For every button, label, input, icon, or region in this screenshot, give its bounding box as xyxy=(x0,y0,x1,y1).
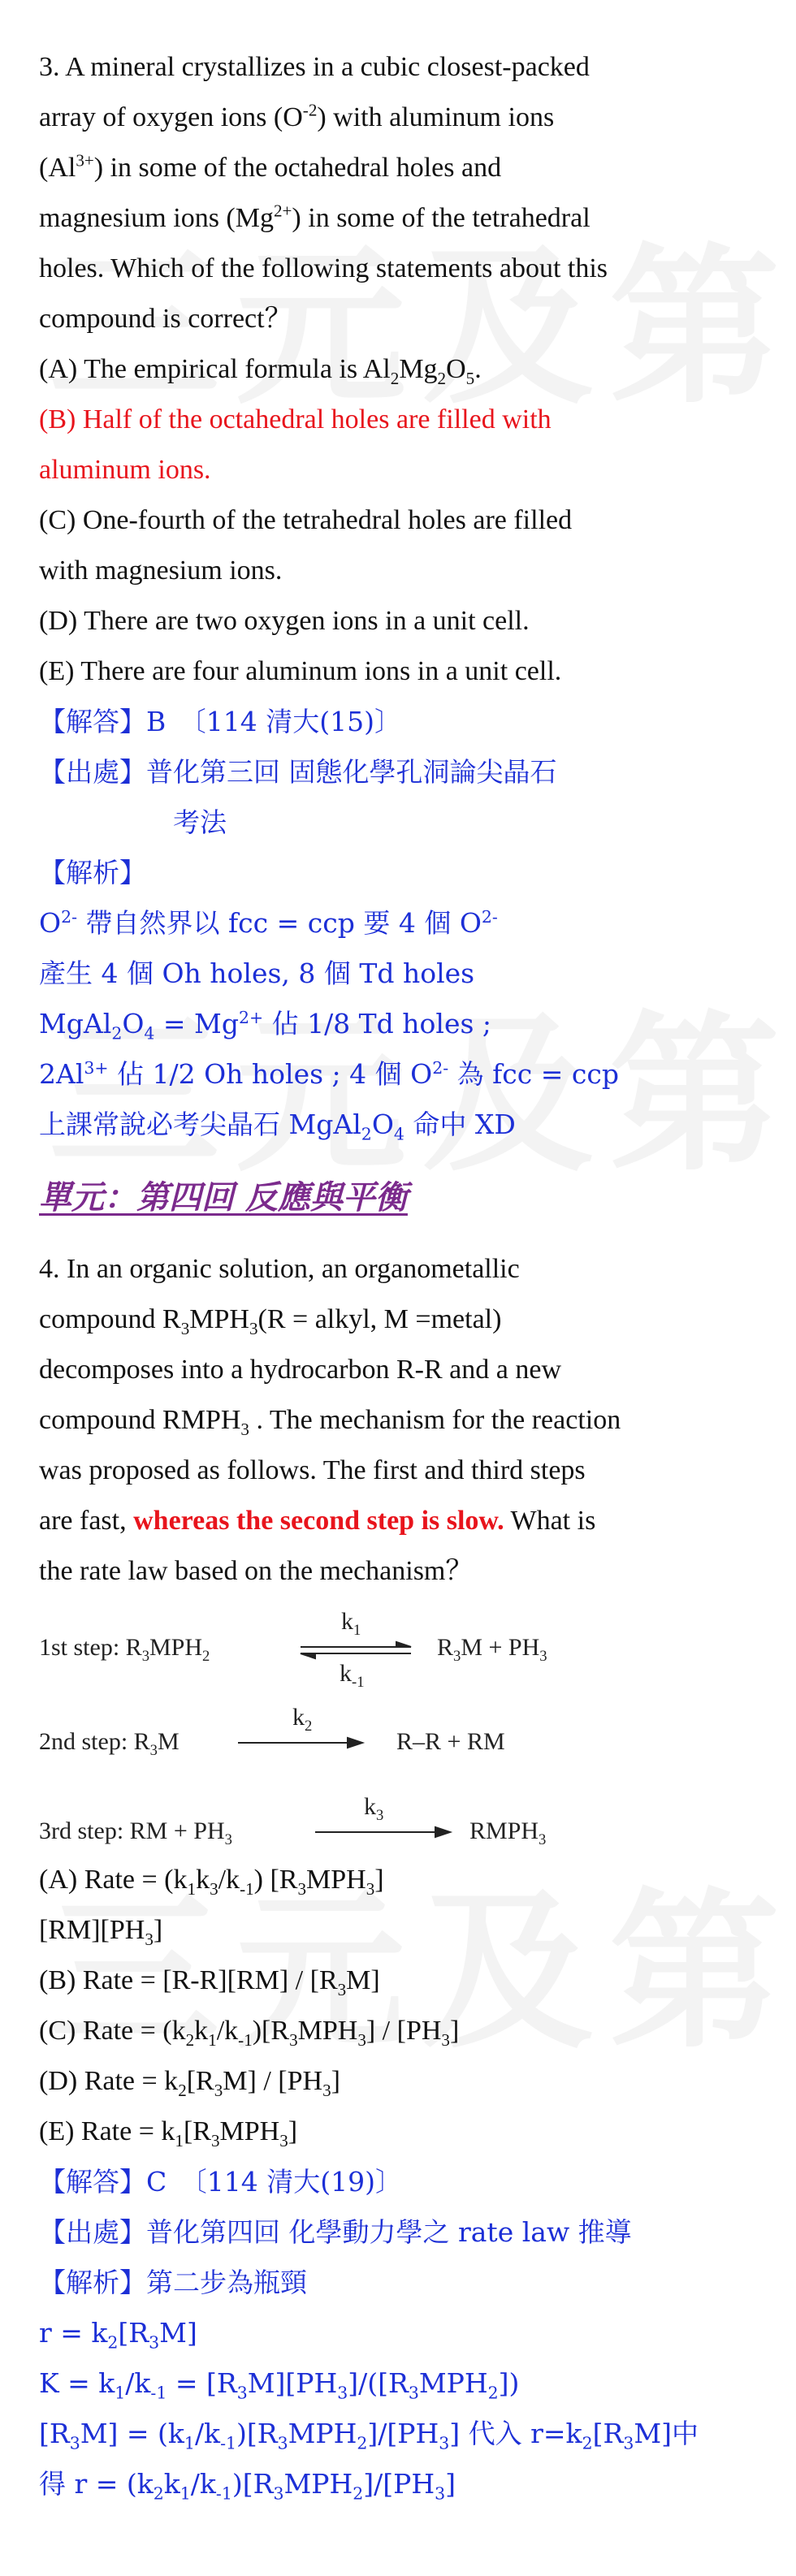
q4-option-a-cont: $[RM][PH_3]$ xyxy=(39,1915,163,1949)
step1-product: $R_3M + PH_3$ xyxy=(437,1634,547,1665)
question-3 xyxy=(39,42,754,1150)
step3-arrowhead xyxy=(435,1827,450,1837)
q3-option-b: (B) Half of the octahedral holes are filled with xyxy=(39,404,552,434)
q4-line: compound $R_3MPH_3(R$ = alkyl, M =metal) xyxy=(39,1304,502,1338)
q4-option-b: (B) Rate = $[R-R][RM] / [R_3M]$ xyxy=(39,1965,380,1999)
step2-arrowhead xyxy=(348,1738,362,1748)
q4-line: the rate law based on the mechanism？ xyxy=(39,1556,474,1586)
q3-option-c: (C) One-fourth of the tetrahedral holes are filled xyxy=(39,505,573,535)
q3-analysis-line: 上課常說必考尖晶石 $MgAl_2O_4$ 命中 XD xyxy=(39,1109,516,1144)
q3-line: $(Al^{3+})$ in some of the octahedral holes and xyxy=(39,150,502,183)
q4-line: 4. In an organic solution, an organometallic xyxy=(39,1254,520,1284)
q3-option-c-cont: with magnesium ions. xyxy=(39,555,283,586)
step2-reactant: 2nd step: $R_3M$ xyxy=(39,1728,180,1759)
q3-analysis-label: 【解析】 xyxy=(39,857,146,888)
q3-analysis-line: 產生 4 個 Oh holes, 8 個 Td holes xyxy=(39,957,475,989)
q4-analysis-line: 得 $r = (k_2k_1/k_{-1})[R_3MPH_2]/[PH_3]$ xyxy=(39,2468,456,2504)
q4-analysis-head: 【解析】第二步為瓶頸 xyxy=(39,2267,307,2298)
q4-line: decomposes into a hydrocarbon R-R and a new xyxy=(39,1355,561,1385)
q3-option-d: (D) There are two oxygen ions in a unit cell. xyxy=(39,606,530,636)
q4-line: was proposed as follows. The first and third steps xyxy=(39,1455,586,1485)
step1-reactant: 1st step: $R_3MPH_2$ xyxy=(39,1634,210,1665)
q4-option-d: (D) Rate = $k_2[R_3M] / [PH_3]$ xyxy=(39,2066,340,2100)
question-4 xyxy=(39,1244,754,2509)
q4-line6-start: are fast, xyxy=(39,1506,134,1536)
q4-answer: 【解答】C 〔114 清大(19)〕 xyxy=(39,2166,402,2198)
q4-line6-end: What is xyxy=(504,1506,596,1536)
q4-line: compound $RMPH_3$ . The mechanism for the reaction xyxy=(39,1405,621,1439)
q4-source: 【出處】普化第四回 化學動力學之 rate law 推導 xyxy=(39,2216,632,2248)
q3-option-e: (E) There are four aluminum ions in a unit cell. xyxy=(39,656,562,686)
step3-k: $k_3$ xyxy=(364,1793,384,1824)
q3-analysis-line: $O^{2-}$ 帶自然界以 fcc = ccp 要 4 個 $O^{2-}$ xyxy=(39,907,498,939)
q3-line: holes. Which of the following statements about this xyxy=(39,253,608,283)
step3-product: $RMPH_3$ xyxy=(469,1817,547,1848)
q3-analysis-line: $MgAl_2O_4 = Mg^{2+}$ 佔 1/8 Td holes ; xyxy=(39,1008,492,1044)
document-body xyxy=(39,42,754,2509)
q3-line: 3. A mineral crystallizes in a cubic closest-packed xyxy=(39,52,590,82)
step1-k-forward: $k_1$ xyxy=(341,1608,361,1639)
step1-k-reverse: $k_{-1}$ xyxy=(340,1660,365,1691)
q4-option-a: (A) Rate = $(k_1k_3/k_{-1})$ $[R_3MPH_3]$ xyxy=(39,1865,384,1899)
step3-reactant: 3rd step: RM + $PH_3$ xyxy=(39,1817,232,1848)
q4-option-c: (C) Rate = $(k_2k_1/k_{-1})[R_3MPH_3] / [PH_3]$ xyxy=(39,2016,460,2050)
q3-analysis-line: $2Al^{3+}$ 佔 1/2 Oh holes ; 4 個 $O^{2-}$ 為 fcc = ccp xyxy=(39,1058,619,1090)
q3-option-b-cont: aluminum ions. xyxy=(39,455,211,485)
q4-analysis-line: $K = k_1/k_{-1} = [R_3M][PH_3]/([R_3MPH_2])$ xyxy=(39,2367,520,2403)
q3-line: magnesium ions $(Mg^{2+})$ in some of the tetrahedral xyxy=(39,201,591,233)
mechanism-diagram xyxy=(39,1603,754,1855)
step1-reverse-arrowhead xyxy=(301,1653,315,1658)
step1-forward-arrowhead xyxy=(396,1642,411,1647)
q3-option-a: (A) The empirical formula is $Al_2Mg_2O_5$. xyxy=(39,354,482,388)
q4-analysis-line: $[R_3M] = (k_1/k_{-1})[R_3MPH_2]/[PH_3]$ 代入 $r=k_2[R_3M]$中 xyxy=(39,2418,699,2453)
step2-k: $k_2$ xyxy=(292,1704,313,1735)
q3-line: compound is correct？ xyxy=(39,304,292,334)
q3-source-cont: 考法 xyxy=(173,806,227,838)
q4-analysis-line: $r = k_2[R_3M]$ xyxy=(39,2317,197,2353)
step2-product: R–R + RM xyxy=(396,1728,505,1755)
q3-source: 【出處】普化第三回 固態化學孔洞論尖晶石 xyxy=(39,756,557,788)
q3-line: array of oxygen ions $(O^{-2})$ with aluminum ions xyxy=(39,100,555,132)
q4-line xyxy=(39,1496,754,1546)
section-title: 單元：第四回 反應與平衡 xyxy=(39,1178,408,1217)
q4-slow-step-emphasis: whereas the second step is slow. xyxy=(133,1506,504,1536)
q3-answer: 【解答】B 〔114 清大(15)〕 xyxy=(39,706,401,737)
q4-option-e: (E) Rate = $k_1[R_3MPH_3]$ xyxy=(39,2116,298,2150)
